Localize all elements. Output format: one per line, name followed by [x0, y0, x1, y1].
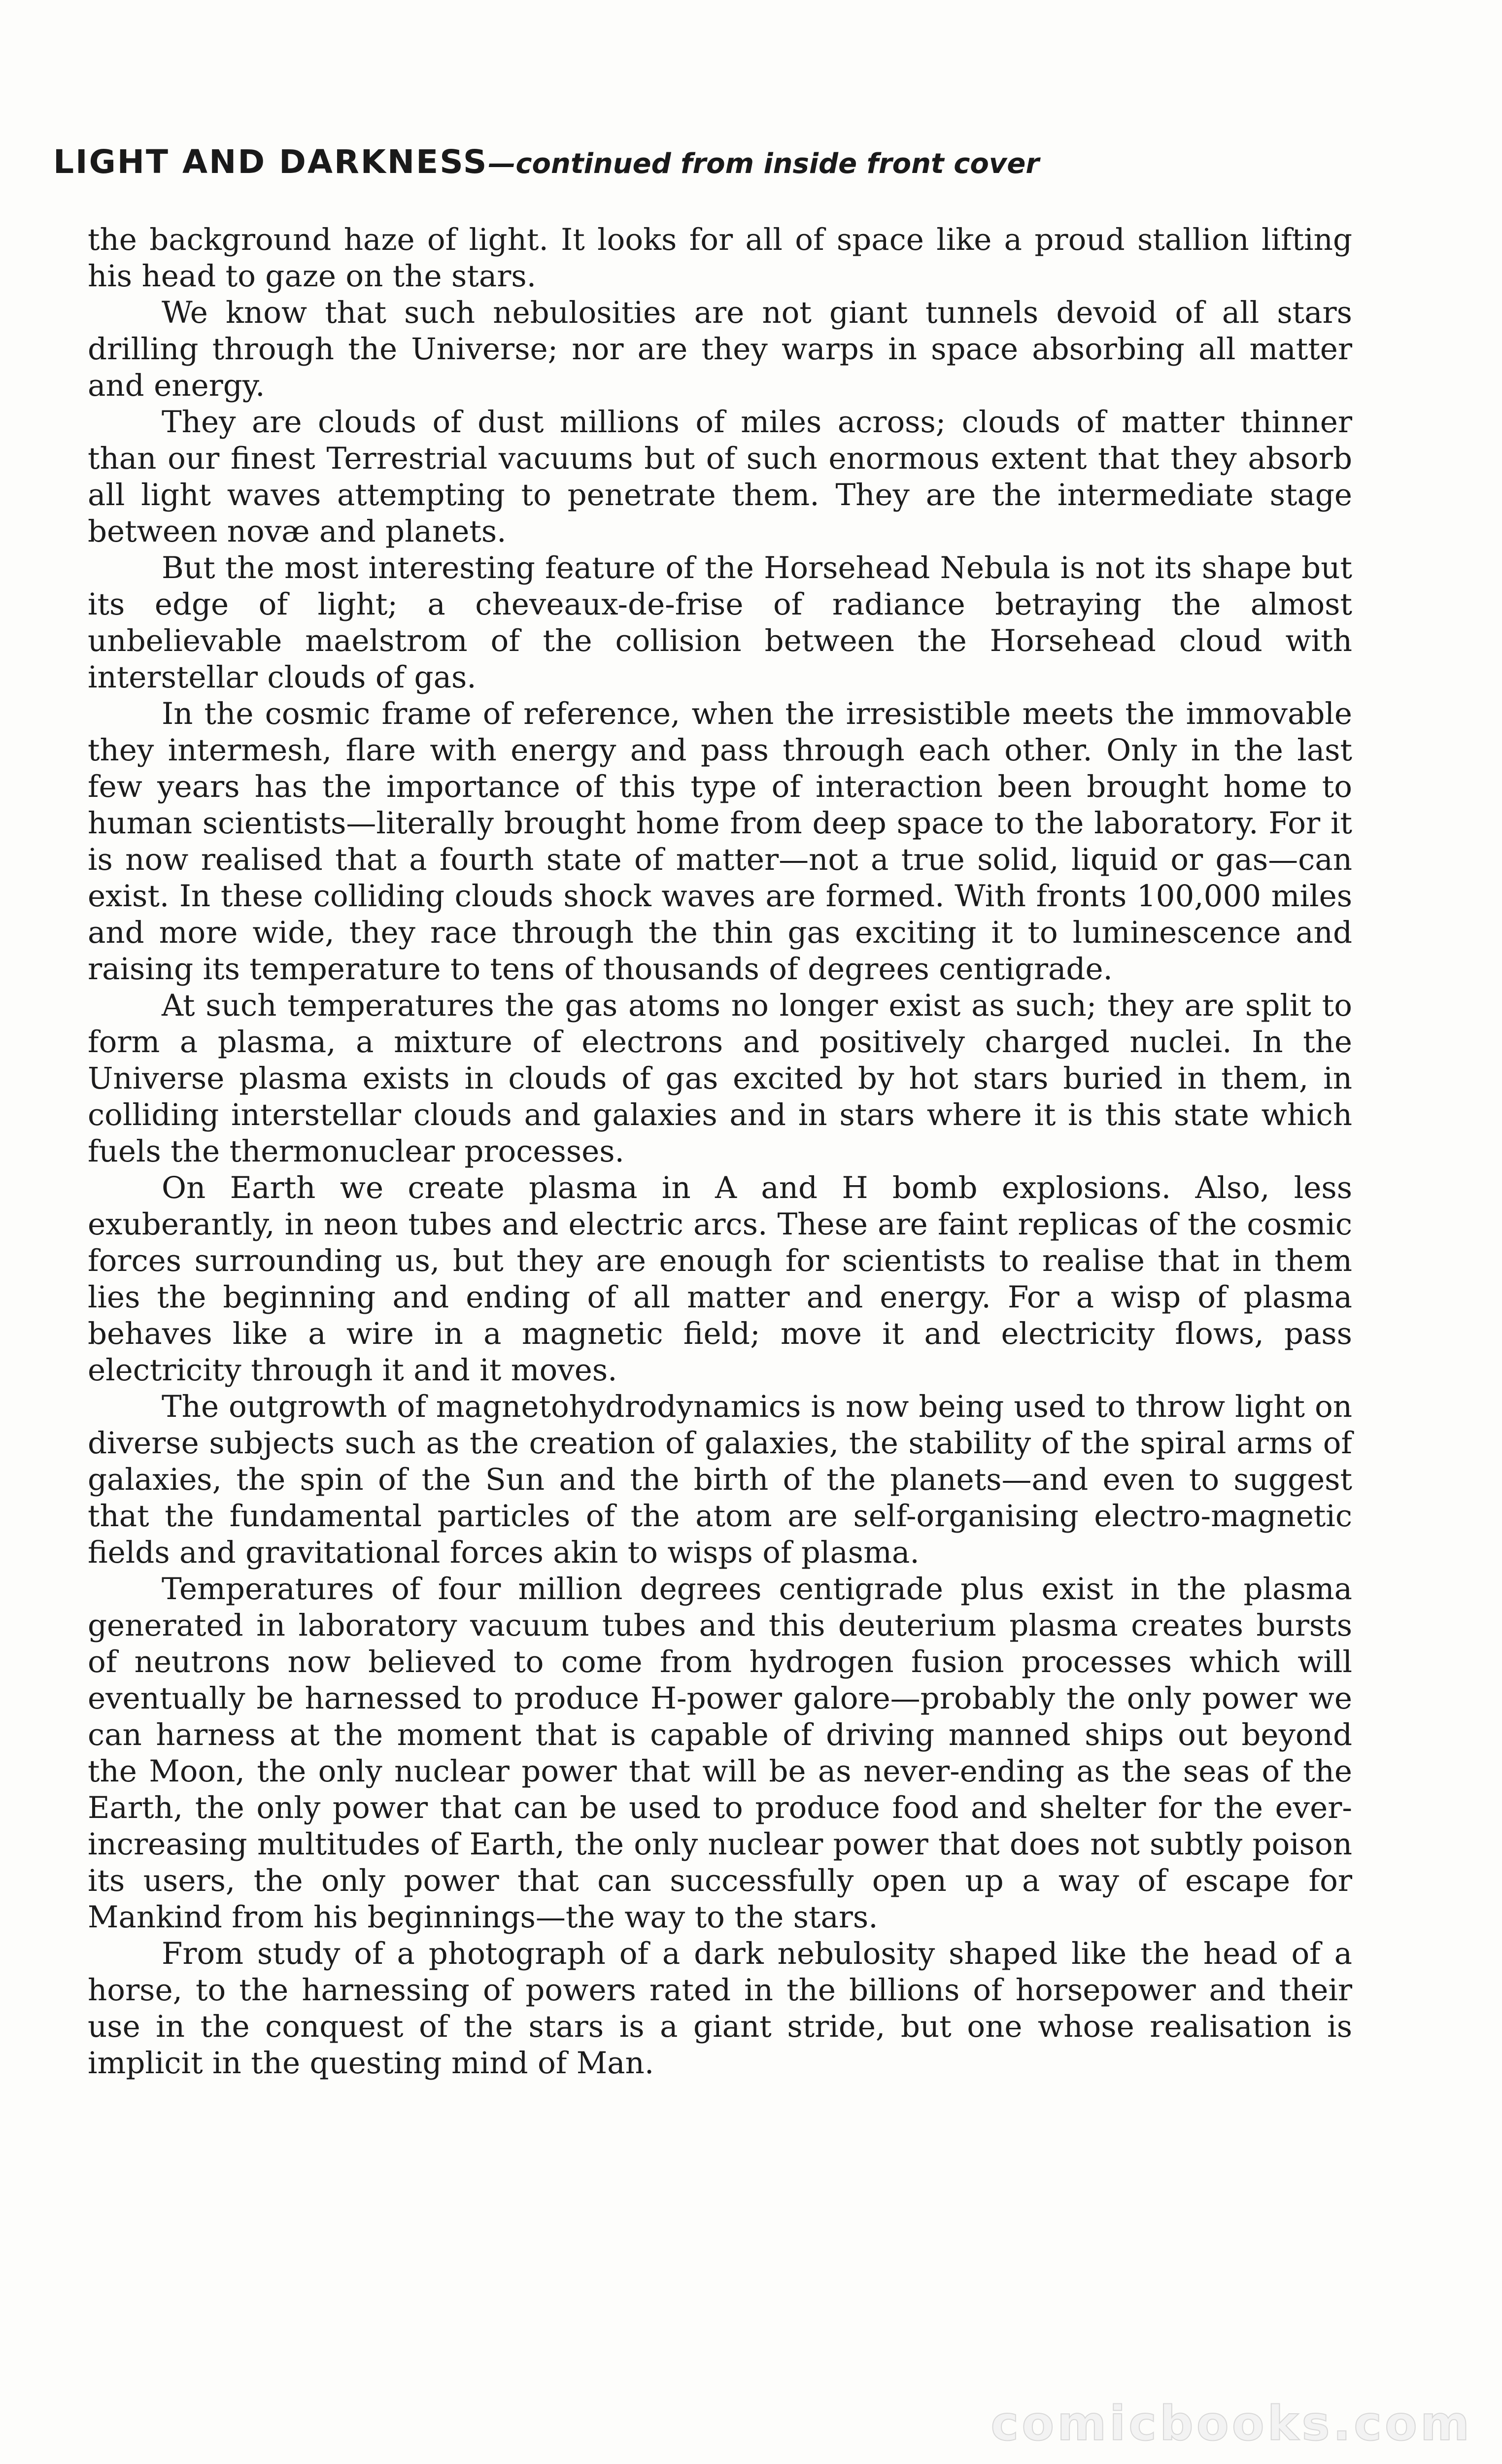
paragraph: They are clouds of dust millions of miles across; clouds of matter thinner than our finest Terrestrial vacuums but of such enormous extent that they absorb all light waves attempting to penetrate them. They are the intermediate stage between novæ and planets.: [88, 405, 1352, 549]
paragraph: the background haze of light. It looks for all of space like a proud stallion lifting his head to gaze on the stars.: [88, 222, 1352, 294]
paragraph: At such temperatures the gas atoms no longer exist as such; they are split to form a plasma, a mixture of electrons and positively charged nuclei. In the Universe plasma exists in clouds of gas excited by hot stars buried in them, in colliding interstellar clouds and galaxies and in stars where it is this state which fuels the thermonuclear processes.: [88, 988, 1352, 1169]
paragraph: We know that such nebulosities are not giant tunnels devoid of all stars drilling through the Universe; nor are they warps in space absorbing all matter and energy.: [88, 295, 1352, 403]
article-body: [88, 222, 1352, 2082]
continued-note: —continued from inside front cover: [488, 148, 1039, 180]
paragraph: But the most interesting feature of the Horsehead Nebula is not its shape but its edge of light; a cheveaux-de-frise of radiance betraying the almost unbelievable maelstrom of the collision between the Horsehead cloud with interstellar clouds of gas.: [88, 550, 1352, 695]
paragraph: The outgrowth of magnetohydrodynamics is now being used to throw light on diverse subjects such as the creation of galaxies, the stability of the spiral arms of galaxies, the spin of the Sun and the birth of the planets—and even to suggest that the fundamental particles of the atom are self-organising electro-magnetic fields and gravitational forces akin to wisps of plasma.: [88, 1389, 1352, 1570]
article-title: LIGHT AND DARKNESS: [53, 143, 488, 181]
paragraph: On Earth we create plasma in A and H bomb explosions. Also, less exuberantly, in neon tubes and electric arcs. These are faint replicas of the cosmic forces surrounding us, but they are enough for scientists to realise that in them lies the beginning and ending of all matter and energy. For a wisp of plasma behaves like a wire in a magnetic field; move it and electricity flows, pass electricity through it and it moves.: [88, 1170, 1352, 1388]
paragraph: From study of a photograph of a dark nebulosity shaped like the head of a horse, to the harnessing of powers rated in the billions of horsepower and their use in the conquest of the stars is a giant stride, but one whose realisation is implicit in the questing mind of Man.: [88, 1936, 1352, 2081]
page-heading: [53, 143, 1334, 181]
paragraph: Temperatures of four million degrees centigrade plus exist in the plasma generated in laboratory vacuum tubes and this deuterium plasma creates bursts of neutrons now believed to come from hydrogen fusion processes which will eventually be harnessed to produce H-power galore—probably the only power we can harness at the moment that is capable of driving manned ships out beyond the Moon, the only nuclear power that will be as never-ending as the seas of the Earth, the only power that can be used to produce food and shelter for the ever-increasing multitudes of Earth, the only nuclear power that does not subtly poison its users, the only power that can successfully open up a way of escape for Mankind from his beginnings—the way to the stars.: [88, 1572, 1352, 1935]
source-watermark: comicbooks.com: [990, 2396, 1472, 2451]
paragraph: In the cosmic frame of reference, when the irresistible meets the immovable they intermesh, flare with energy and pass through each other. Only in the last few years has the importance of this type of interaction been brought home to human scientists—literally brought home from deep space to the laboratory. For it is now realised that a fourth state of matter—not a true solid, liquid or gas—can exist. In these colliding clouds shock waves are formed. With fronts 100,000 miles and more wide, they race through the thin gas exciting it to luminescence and raising its temperature to tens of thousands of degrees centigrade.: [88, 696, 1352, 987]
